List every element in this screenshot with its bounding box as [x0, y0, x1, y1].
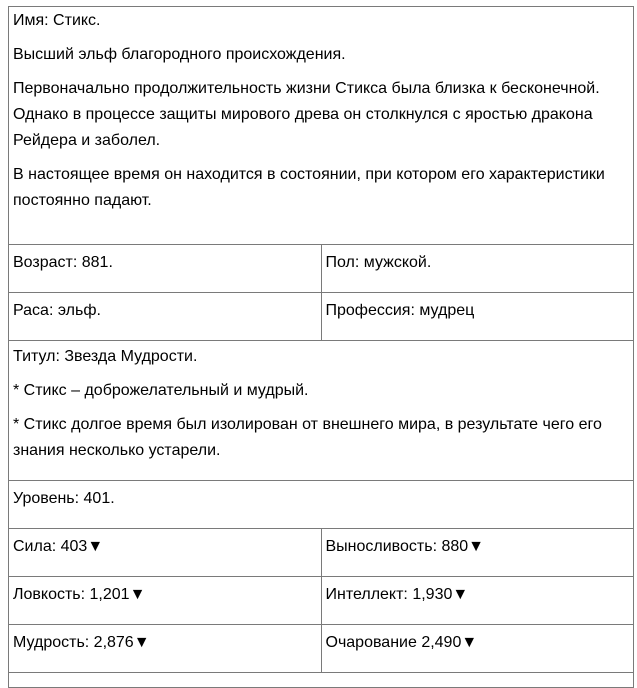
note-isolated: * Стикс долгое время был изолирован от внешнего мира, в результате чего его знания несколько устарели.: [13, 416, 602, 459]
note-kind: * Стикс – доброжелательный и мудрый.: [13, 382, 309, 399]
strength-cell: Сила: 403▼: [9, 529, 322, 577]
table-row: [9, 529, 634, 577]
character-sheet-table: [8, 6, 634, 688]
table-row: [9, 7, 634, 245]
table-row: [9, 577, 634, 625]
title-line: Титул: Звезда Мудрости.: [13, 348, 198, 365]
table-row: [9, 625, 634, 673]
table-row: [9, 481, 634, 529]
agility-cell: Ловкость: 1,201▼: [9, 577, 322, 625]
table-row: [9, 341, 634, 481]
profession-cell: Профессия: мудрец: [321, 293, 634, 341]
title-cell: [9, 341, 634, 481]
intellect-cell: Интеллект: 1,930▼: [321, 577, 634, 625]
table-row: [9, 245, 634, 293]
character-name: Имя: Стикс.: [13, 12, 101, 29]
empty-cell: [9, 673, 634, 688]
table-row: [9, 293, 634, 341]
endurance-cell: Выносливость: 880▼: [321, 529, 634, 577]
wisdom-cell: Мудрость: 2,876▼: [9, 625, 322, 673]
race-cell: Раса: эльф.: [9, 293, 322, 341]
table-row: [9, 673, 634, 688]
state-paragraph: В настоящее время он находится в состоянии, при котором его характеристики постоянно падают.: [13, 166, 605, 209]
age-cell: Возраст: 881.: [9, 245, 322, 293]
intro-cell: [9, 7, 634, 245]
gender-cell: Пол: мужской.: [321, 245, 634, 293]
level-cell: Уровень: 401.: [9, 481, 634, 529]
race-description: Высший эльф благородного происхождения.: [13, 46, 346, 63]
charm-cell: Очарование 2,490▼: [321, 625, 634, 673]
lifespan-paragraph: Первоначально продолжительность жизни Стикса была близка к бесконечной. Однако в процессе защиты мирового древа он столкнулся с яростью дракона Рейдера и заболел.: [13, 80, 600, 149]
